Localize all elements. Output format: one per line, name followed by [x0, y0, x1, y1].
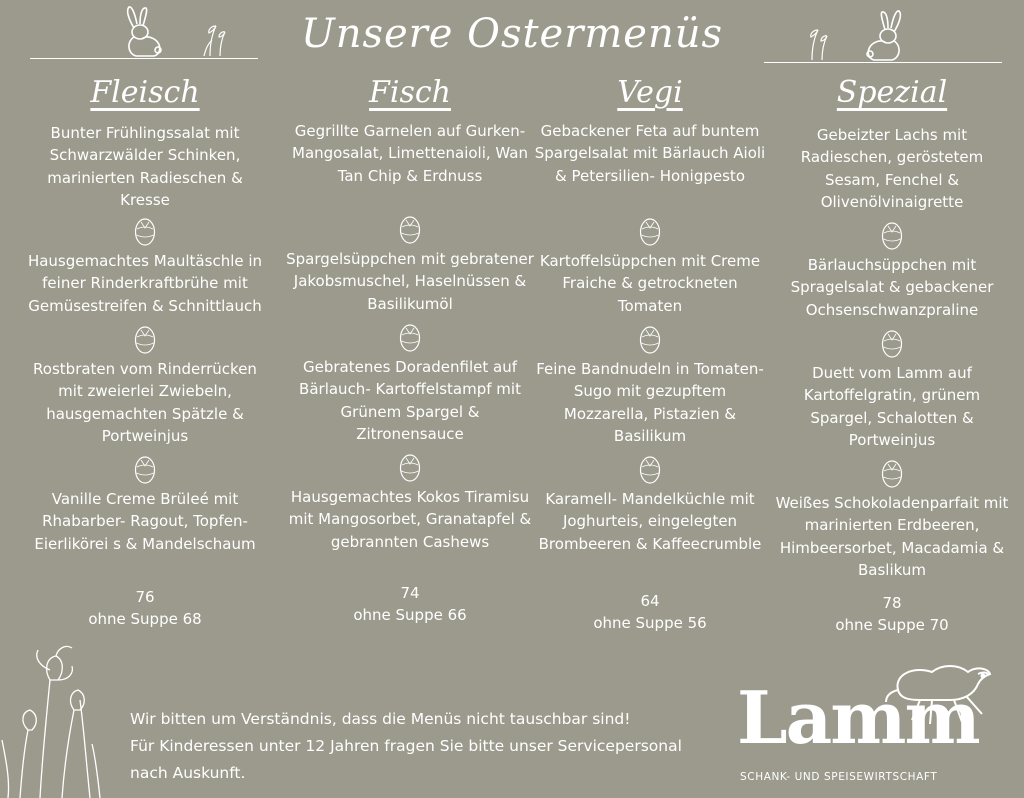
title-rule-left: [30, 58, 258, 59]
lamm-logo: [735, 650, 1005, 790]
dish-dessert: Weißes Schokoladenparfait mit marinierten Erdbeeren, Himbeersorbet, Macadamia & Baslikum: [775, 494, 1009, 580]
dish-starter: Gegrillte Garnelen auf Gurken- Mangosalat, Limettenaioli, Wan Tan Chip & Erdnuss: [292, 122, 528, 185]
menu-column-spezial: [772, 70, 1012, 636]
easter-egg-icon: [639, 454, 661, 484]
dish-starter: Bunter Frühlingssalat mit Schwarzwälder Schinken, marinierten Radieschen & Kresse: [47, 124, 243, 210]
dish-starter: Gebackener Feta auf buntem Spargelsalat mit Bärlauch Aioli & Petersilien- Honigpesto: [534, 122, 766, 185]
dish-soup: Spargelsüppchen mit gebratener Jakobsmuschel, Haselnüssen & Basilikumöl: [286, 250, 534, 313]
menu-price: 76: [135, 588, 155, 606]
dish-soup: Bärlauchsüppchen mit Spragelsalat & gebackener Ochsenschwanzpraline: [790, 256, 994, 319]
dish-main: Gebratenes Doradenfilet auf Bärlauch- Kartoffelstampf mit Grünem Spargel & Zitronensauce: [299, 358, 521, 444]
dish-main: Rostbraten vom Rinderrücken mit zweierlei Zwiebeln, hausgemachten Spätzle & Portweinjus: [33, 360, 257, 446]
menu-price-without-soup: ohne Suppe 68: [88, 610, 202, 628]
easter-egg-icon: [399, 322, 421, 352]
dish-soup: Kartoffelsüppchen mit Creme Fraiche & getrockneten Tomaten: [539, 252, 761, 315]
notice-line: nach Auskunft.: [130, 764, 246, 782]
notice-text: [130, 706, 682, 787]
snowdrop-icon: [200, 16, 230, 56]
snowdrop-icon: [802, 20, 832, 60]
menu-price-without-soup: ohne Suppe 56: [593, 614, 707, 632]
menu-price: 74: [400, 584, 420, 602]
easter-egg-icon: [881, 220, 903, 250]
easter-egg-icon: [399, 214, 421, 244]
easter-egg-icon: [134, 216, 156, 246]
easter-egg-icon: [134, 324, 156, 354]
column-heading: Vegi: [617, 75, 683, 110]
dish-main: Feine Bandnudeln in Tomaten- Sugo mit gezupftem Mozzarella, Pistazien & Basilikum: [536, 360, 764, 446]
notice-line: Wir bitten um Verständnis, dass die Menüs nicht tauschbar sind!: [130, 710, 631, 728]
bunny-icon: [862, 8, 908, 62]
dish-starter: Gebeizter Lachs mit Radieschen, geröstetem Sesam, Fenchel & Olivenölvinaigrette: [800, 126, 984, 212]
daffodil-icon: [0, 640, 110, 798]
column-heading: Fleisch: [90, 75, 200, 110]
easter-egg-icon: [399, 452, 421, 482]
menu-column-vegi: [530, 70, 770, 634]
dish-dessert: Hausgemachtes Kokos Tiramisu mit Mangosorbet, Granatapfel & gebrannten Cashews: [288, 488, 532, 551]
dish-dessert: Karamell- Mandelküchle mit Joghurteis, eingelegten Brombeeren & Kaffeecrumble: [538, 490, 762, 553]
dish-dessert: Vanille Creme Brüleé mit Rhabarber- Ragout, Topfen- Eierlikörei s & Mandelschaum: [34, 490, 256, 553]
menu-price-without-soup: ohne Suppe 66: [353, 606, 467, 624]
menu-price: 64: [640, 592, 660, 610]
bunny-icon: [120, 4, 166, 58]
easter-egg-icon: [881, 328, 903, 358]
notice-line: Für Kinderessen unter 12 Jahren fragen Sie bitte unser Servicepersonal: [130, 737, 682, 755]
menu-price-without-soup: ohne Suppe 70: [835, 616, 949, 634]
easter-egg-icon: [881, 458, 903, 488]
dish-soup: Hausgemachtes Maultäschle in feiner Rinderkraftbrühe mit Gemüsestreifen & Schnittlauch: [27, 252, 263, 315]
easter-egg-icon: [134, 454, 156, 484]
menu-column-fleisch: [20, 70, 270, 630]
column-heading: Fisch: [369, 75, 451, 110]
column-heading: Spezial: [836, 75, 948, 110]
menu-column-fisch: [285, 70, 535, 626]
title-rule-right: [764, 62, 1002, 63]
easter-egg-icon: [639, 216, 661, 246]
logo-subtitle: SCHANK- UND SPEISEWIRTSCHAFT: [740, 771, 938, 783]
easter-egg-icon: [639, 324, 661, 354]
dish-main: Duett vom Lamm auf Kartoffelgratin, grünem Spargel, Schalotten & Portweinjus: [803, 364, 981, 450]
page-title: Unsere Ostermenüs: [300, 11, 724, 57]
menu-price: 78: [882, 594, 902, 612]
logo-wordmark: Lamm: [737, 675, 979, 760]
